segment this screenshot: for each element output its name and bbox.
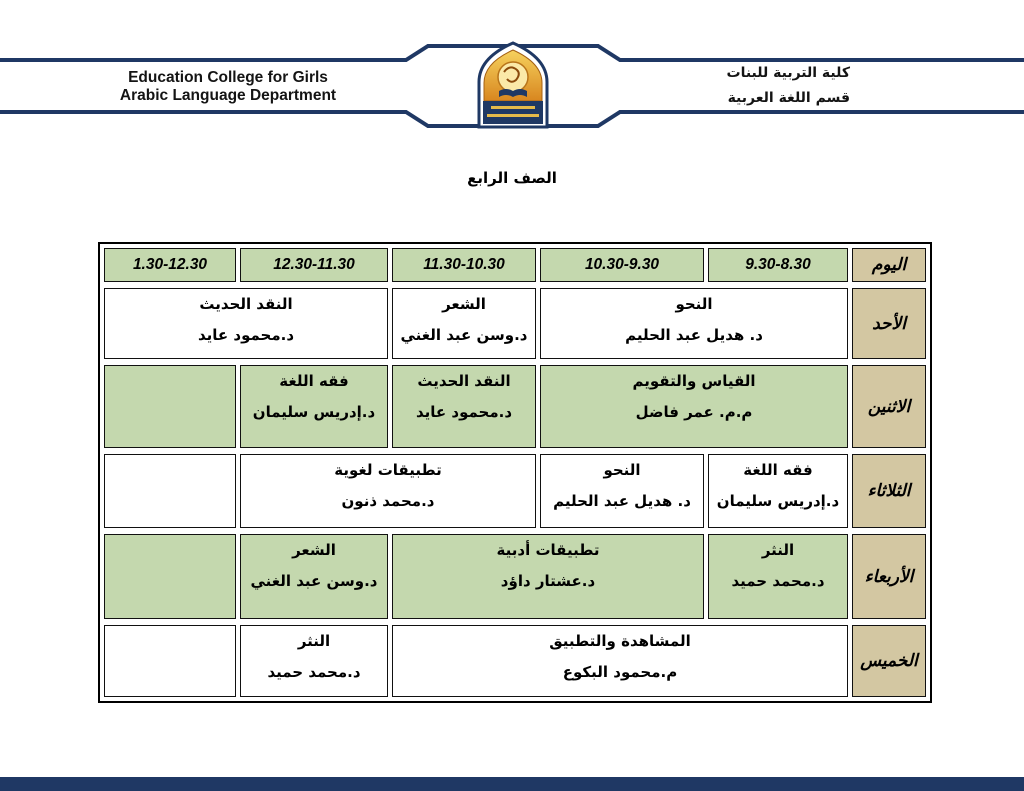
day-column-header — [852, 248, 926, 282]
footer-bar — [0, 777, 1024, 791]
empty-slot — [104, 365, 236, 448]
session-instructor: م.م. عمر فاضل — [635, 403, 753, 421]
day-cell-wednesday — [852, 534, 926, 619]
empty-slot — [104, 625, 236, 697]
english-letterhead — [98, 69, 358, 105]
session-cell — [240, 625, 388, 697]
session-cell — [392, 625, 848, 697]
session-cell — [708, 534, 848, 619]
session-subject: فقه اللغة — [279, 372, 349, 390]
session-subject: القياس والتقويم — [632, 372, 756, 390]
period-header-5 — [104, 248, 236, 282]
session-cell — [240, 454, 536, 528]
session-subject: تطبيقات لغوية — [334, 461, 442, 479]
session-instructor: د.عشتار داؤد — [500, 572, 596, 590]
period-label: 12.30-11.30 — [273, 256, 355, 273]
page-title: الصف الرابع — [467, 169, 557, 187]
session-instructor: د.محمد حميد — [731, 572, 825, 590]
period-header-2 — [540, 248, 704, 282]
session-cell — [708, 454, 848, 528]
session-cell — [392, 288, 536, 359]
session-cell — [240, 365, 388, 448]
session-subject: فقه اللغة — [743, 461, 813, 479]
session-subject: النحو — [675, 295, 713, 313]
session-cell — [540, 288, 848, 359]
session-instructor: د. هديل عبد الحليم — [625, 326, 763, 344]
session-cell — [240, 534, 388, 619]
period-header-3 — [392, 248, 536, 282]
session-instructor: د. هديل عبد الحليم — [553, 492, 691, 510]
session-instructor: د.وسن عبد الغني — [250, 572, 378, 590]
session-instructor: د.محمود عايد — [197, 326, 295, 344]
session-instructor: د.وسن عبد الغني — [400, 326, 528, 344]
arabic-letterhead — [630, 61, 850, 111]
day-label: الأربعاء — [864, 566, 914, 587]
session-cell — [104, 288, 388, 359]
session-subject: المشاهدة والتطبيق — [549, 632, 691, 650]
session-instructor: م.محمود البكوع — [562, 663, 678, 681]
university-emblem-icon — [479, 43, 547, 127]
session-cell — [392, 365, 536, 448]
day-label: الخميس — [860, 651, 918, 671]
day-cell-tuesday — [852, 454, 926, 528]
session-instructor: د.إدريس سليمان — [716, 492, 840, 510]
session-subject: الشعر — [292, 541, 336, 559]
day-label: الأحد — [872, 313, 906, 334]
college-name-ar: كلية التربية للبنات — [726, 65, 850, 81]
period-label: 10.30-9.30 — [584, 256, 660, 273]
empty-slot — [104, 534, 236, 619]
college-name-en: Education College for Girls — [128, 69, 328, 86]
session-instructor: د.محمود عايد — [415, 403, 513, 421]
day-label: الثلاثاء — [867, 481, 911, 501]
day-cell-thursday — [852, 625, 926, 697]
session-subject: النقد الحديث — [417, 372, 511, 390]
session-instructor: د.إدريس سليمان — [252, 403, 376, 421]
session-subject: الشعر — [442, 295, 486, 313]
period-label: 11.30-10.30 — [423, 256, 505, 273]
period-label: 1.30-12.30 — [132, 256, 208, 273]
period-header-1 — [708, 248, 848, 282]
session-cell — [540, 365, 848, 448]
session-cell — [540, 454, 704, 528]
session-subject: تطبيقات أدبية — [496, 541, 600, 559]
day-cell-sunday — [852, 288, 926, 359]
day-header-label: اليوم — [871, 255, 907, 275]
timetable — [98, 242, 932, 703]
session-subject: النثر — [297, 632, 331, 650]
session-subject: النقد الحديث — [199, 295, 293, 313]
session-subject: النحو — [603, 461, 641, 479]
department-name-ar: قسم اللغة العربية — [727, 90, 850, 106]
session-cell — [392, 534, 704, 619]
period-header-4 — [240, 248, 388, 282]
period-label: 9.30-8.30 — [745, 256, 811, 273]
session-instructor: د.محمد ذنون — [341, 492, 435, 510]
empty-slot — [104, 454, 236, 528]
session-subject: النثر — [761, 541, 795, 559]
day-cell-monday — [852, 365, 926, 448]
department-name-en: Arabic Language Department — [119, 87, 337, 104]
day-label: الاثنين — [867, 396, 911, 417]
session-instructor: د.محمد حميد — [267, 663, 361, 681]
